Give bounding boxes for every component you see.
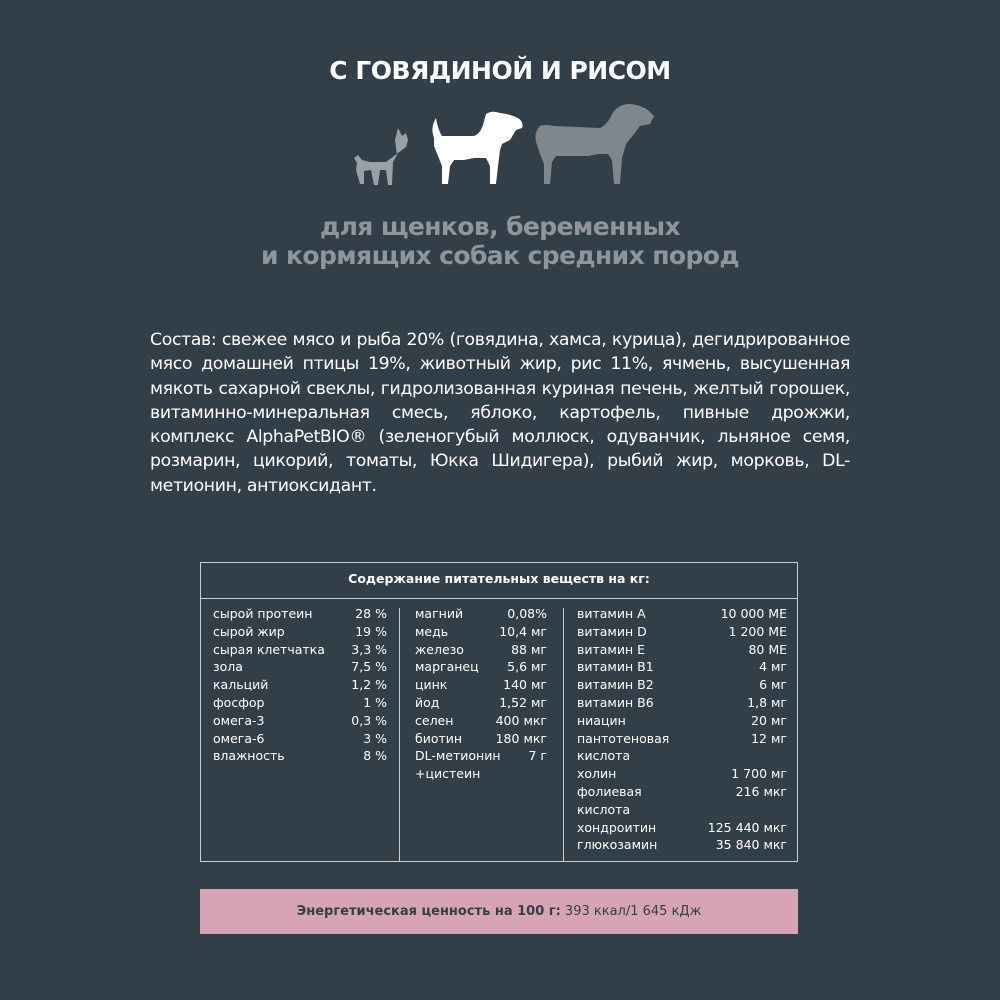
nutrient-value: 12 мг [751, 730, 787, 746]
large-dog-icon [536, 104, 655, 184]
nutrition-column-basic [213, 605, 387, 765]
nutrient-row [415, 676, 547, 694]
nutrient-value: 0,3 % [351, 712, 387, 728]
subtitle-line-1: для щенков, беременных [319, 212, 681, 241]
nutrient-name: глюкозамин [577, 837, 658, 853]
nutrient-value: 6 мг [759, 677, 787, 693]
nutrient-name: фолиевая кислота [577, 783, 642, 817]
nutrient-name: йод [415, 694, 440, 710]
nutrient-row [577, 605, 787, 623]
nutrition-column-vitamins [577, 605, 787, 854]
nutrient-row [577, 658, 787, 676]
nutrient-value: 1,52 мг [499, 694, 547, 710]
nutrient-name: фосфор [213, 694, 265, 710]
nutrient-row [415, 658, 547, 676]
nutrient-value: 35 840 мкг [715, 837, 787, 853]
target-audience-subtitle [0, 212, 1000, 270]
nutrient-name: холин [577, 766, 617, 782]
nutrient-value: 88 мг [511, 641, 547, 657]
nutrient-row [415, 641, 547, 659]
nutrient-value: 1 % [363, 694, 387, 710]
nutrient-name: медь [415, 623, 449, 639]
nutrient-row [577, 641, 787, 659]
nutrient-row [577, 836, 787, 854]
nutrient-row [577, 694, 787, 712]
nutrient-value: 20 мг [751, 712, 787, 728]
nutrient-row [415, 747, 547, 783]
nutrient-row [577, 623, 787, 641]
nutrient-name: витамин Е [577, 641, 646, 657]
nutrition-title: Содержание питательных веществ на кг: [348, 571, 650, 586]
nutrient-value: 10 000 МЕ [720, 606, 787, 621]
nutrient-name: кальций [213, 677, 269, 693]
nutrient-name: омега-6 [213, 730, 265, 746]
nutrient-row [577, 819, 787, 837]
nutrient-name: цинк [415, 677, 448, 693]
nutrient-value: 140 мг [503, 677, 547, 693]
nutrient-name: витамин В6 [577, 694, 654, 710]
nutrient-value: 0,08% [507, 606, 547, 621]
nutrient-row [415, 605, 547, 623]
nutrient-name: DL-метионин +цистеин [415, 748, 501, 782]
nutrient-row [577, 712, 787, 730]
nutrient-value: 4 мг [759, 659, 787, 675]
nutrient-name: зола [213, 659, 243, 675]
nutrient-value: 1,2 % [351, 677, 387, 693]
energy-value-band [200, 889, 798, 934]
nutrient-value: 125 440 мкг [707, 819, 787, 835]
nutrient-value: 19 % [355, 623, 387, 639]
nutrient-row [415, 623, 547, 641]
nutrient-row [213, 605, 387, 623]
nutrient-name: магний [415, 606, 464, 621]
nutrient-value: 216 мкг [735, 783, 787, 799]
nutrient-value: 3 % [363, 730, 387, 746]
nutrient-name: хондроитин [577, 819, 657, 835]
three-dog-silhouettes-icon [340, 100, 660, 200]
nutrition-column-minerals [415, 605, 547, 783]
nutrient-name: витамин В1 [577, 659, 654, 675]
nutrient-value: 8 % [363, 748, 387, 764]
nutrient-name: железо [415, 641, 464, 657]
medium-dog-icon [432, 112, 522, 184]
nutrient-row [213, 641, 387, 659]
composition-text: Состав: свежее мясо и рыба 20% (говядина, хамса, курица), дегидрированное мясо домашней птицы 19%, животный жир, рис 11%, ячмень, высушенная мякоть сахарной свеклы, гидролизованная куриная печень, желтый горошек, витаминно-минеральная смесь, яблоко, картофель, пивные дрожжи, комплекс AlphaPetBIO® (зеленогубый моллюск, одуванчик, льняное семя, розмарин, цикорий, томаты, Юкка Шидигера), рыбий жир, морковь, DL-метионин, антиоксидант. [150, 330, 850, 496]
nutrient-value: 5,6 мг [507, 659, 547, 675]
nutrient-value: 7 г [528, 748, 547, 764]
energy-value: 393 ккал/1 645 кДж [564, 904, 702, 919]
nutrient-value: 80 МЕ [748, 641, 787, 657]
nutrient-row [577, 730, 787, 766]
nutrient-value: 10,4 мг [499, 623, 547, 639]
nutrient-row [577, 676, 787, 694]
nutrient-row [415, 694, 547, 712]
product-title: С ГОВЯДИНОЙ И РИСОМ [329, 56, 671, 85]
nutrition-table [200, 562, 798, 862]
nutrient-name: пантотеновая кислота [577, 730, 670, 764]
nutrient-row [213, 676, 387, 694]
nutrient-row [577, 765, 787, 783]
column-divider [399, 608, 400, 861]
nutrition-header-divider [201, 598, 797, 599]
energy-label: Энергетическая ценность на 100 г: [296, 904, 561, 919]
nutrient-value: 28 % [355, 606, 387, 621]
nutrient-value: 1 700 мг [731, 766, 787, 782]
nutrient-row [577, 783, 787, 819]
nutrient-value: 7,5 % [351, 659, 387, 675]
nutrient-row [213, 730, 387, 748]
nutrient-name: биотин [415, 730, 463, 746]
nutrient-row [213, 694, 387, 712]
nutrient-name: сырой протеин [213, 606, 313, 621]
nutrient-row [415, 730, 547, 748]
nutrient-name: витамин А [577, 606, 646, 621]
nutrient-name: витамин В2 [577, 677, 654, 693]
nutrient-row [213, 658, 387, 676]
column-divider [563, 608, 564, 861]
nutrient-value: 1,8 мг [747, 694, 787, 710]
nutrient-row [213, 712, 387, 730]
nutrient-value: 3,3 % [351, 641, 387, 657]
nutrient-name: омега-3 [213, 712, 265, 728]
nutrient-name: селен [415, 712, 454, 728]
nutrient-row [213, 623, 387, 641]
nutrient-row [213, 747, 387, 765]
nutrient-value: 180 мкг [495, 730, 547, 746]
nutrient-row [415, 712, 547, 730]
nutrient-name: витамин D [577, 623, 647, 639]
nutrient-name: ниацин [577, 712, 626, 728]
nutrient-name: сырой жир [213, 623, 285, 639]
nutrient-value: 1 200 МЕ [728, 623, 787, 639]
subtitle-line-2: и кормящих собак средних пород [261, 241, 739, 270]
nutrient-name: марганец [415, 659, 479, 675]
small-dog-icon [354, 128, 408, 185]
nutrient-name: влажность [213, 748, 285, 764]
nutrient-value: 400 мкг [495, 712, 547, 728]
nutrient-name: сырая клетчатка [213, 641, 325, 657]
